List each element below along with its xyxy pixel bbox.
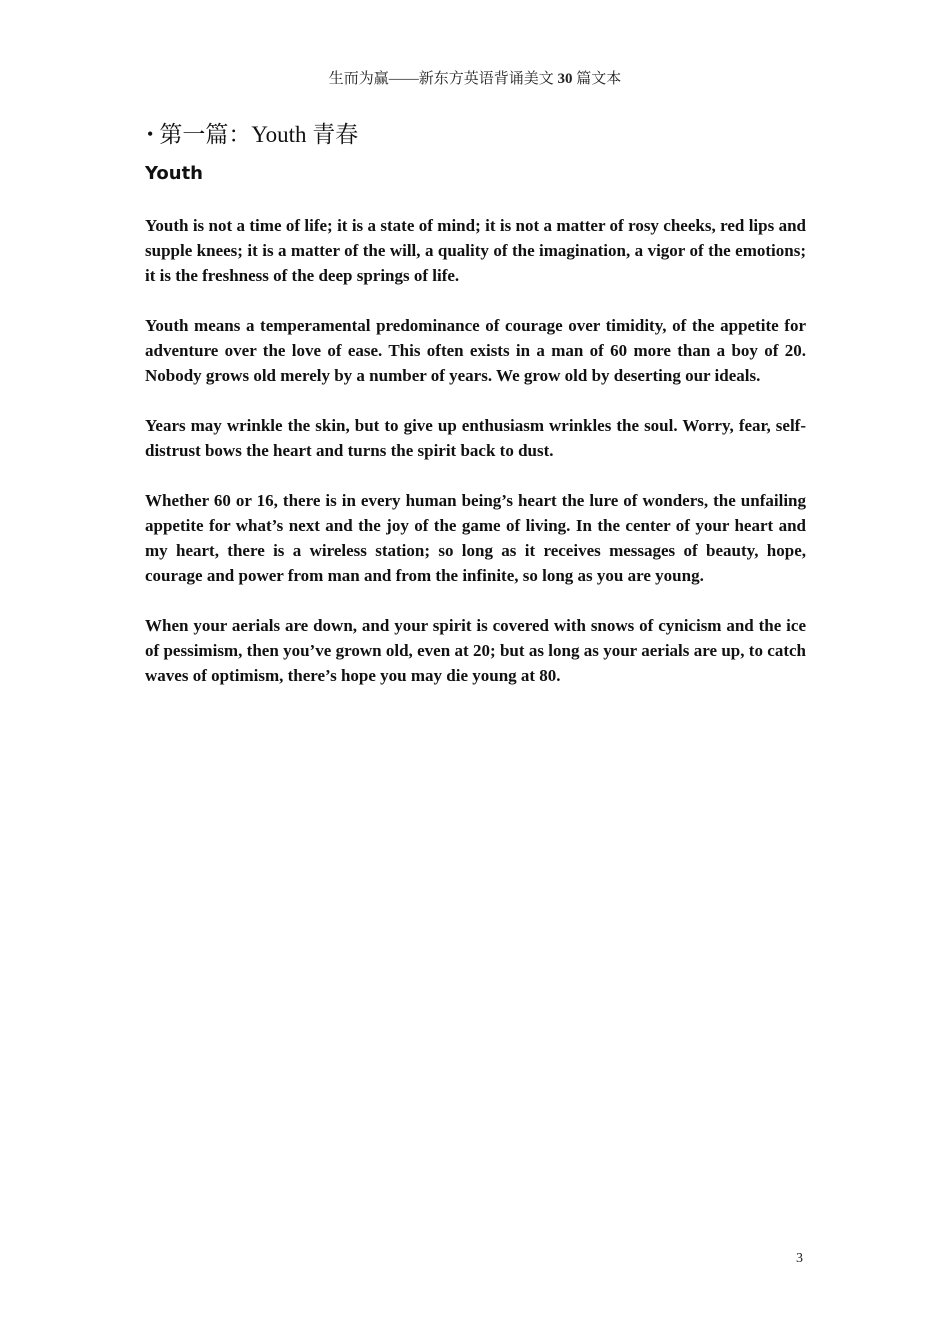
essay-paragraph: Years may wrinkle the skin, but to give up enthusiasm wrinkles the soul. Worry, fear, self-distrust bows the heart and turns the spirit back to dust. [145,416,806,460]
essay-body [145,213,806,713]
essay-paragraph: Youth is not a time of life; it is a state of mind; it is not a matter of rosy cheeks, red lips and supple knees; it is a matter of the will, a quality of the imagination, a vigor of the emotions; it is the freshness of the deep springs of life. [145,216,806,285]
essay-title: Youth [145,163,203,184]
essay-paragraph: When your aerials are down, and your spirit is covered with snows of cynicism and the ice of pessimism, then you’ve grown old, even at 20; but as long as your aerials are up, to catch waves of optimism, there’s hope you may die young at 80. [145,616,806,685]
section-heading [147,120,358,151]
bullet-icon: • [147,124,154,144]
essay-paragraph: Whether 60 or 16, there is in every human being’s heart the lure of wonders, the unfailing appetite for what’s next and the joy of the game of living. In the center of your heart and my heart, there is a wireless station; so long as it receives messages of beauty, hope, courage and power from man and from the infinite, so long as you are young. [145,491,806,585]
essay-paragraph: Youth means a temperamental predominance of courage over timidity, of the appetite for adventure over the love of ease. This often exists in a man of 60 more than a boy of 20. Nobody grows old merely by a number of years. We grow old by deserting our ideals. [145,316,806,385]
header-text-after: 篇文本 [572,71,622,87]
header-number: 30 [557,71,573,87]
header-text-before: 生而为赢——新东方英语背诵美文 [328,71,558,87]
section-title: 第一篇：Youth 青春 [159,122,359,147]
page-number: 3 [796,1251,803,1266]
page-header [0,69,950,89]
